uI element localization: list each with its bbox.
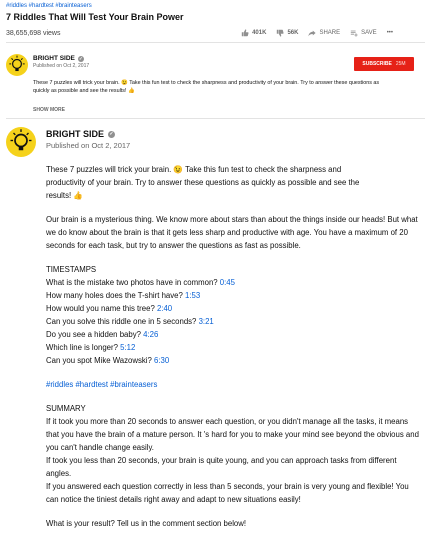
thumbs-up-icon bbox=[241, 29, 249, 37]
video-title: 7 Riddles That Will Test Your Brain Power bbox=[6, 12, 184, 22]
dislike-count: 56K bbox=[287, 30, 299, 36]
collapsed-description bbox=[33, 79, 388, 95]
section-divider bbox=[6, 118, 425, 119]
channel-avatar-large[interactable] bbox=[6, 127, 36, 157]
timestamp-item: Do you see a hidden baby? 4:26 bbox=[46, 330, 159, 339]
add-playlist-icon bbox=[350, 29, 358, 37]
subscribe-button[interactable] bbox=[354, 57, 414, 71]
channel-name-text: BRIGHT SIDE bbox=[46, 129, 105, 139]
timestamps-header: TIMESTAMPS bbox=[46, 265, 97, 274]
subscribe-label: SUBSCRIBE bbox=[362, 61, 392, 67]
thumbs-down-icon bbox=[276, 29, 284, 37]
description-hashtags[interactable]: #riddles #hardtest #brainteasers bbox=[46, 380, 158, 389]
timestamp-link[interactable]: 6:30 bbox=[154, 356, 170, 365]
summary-line: If took you less than 20 seconds, your brain is quite young, and you can approach tasks from different angles. bbox=[46, 456, 397, 478]
closing-line: What is your result? Tell us in the comment section below! bbox=[46, 519, 247, 528]
timestamp-link[interactable]: 4:26 bbox=[143, 330, 159, 339]
verified-check-icon: ✓ bbox=[109, 131, 114, 137]
more-icon: ••• bbox=[386, 30, 393, 36]
intro-line: These 7 puzzles will trick your brain. 😉 Take this fun test to check the sharpness and bbox=[46, 165, 342, 174]
intro-line: productivity of your brain. Try to answer these questions as quickly as possible and see the bbox=[46, 178, 360, 187]
video-actions bbox=[241, 29, 393, 37]
lightbulb-icon bbox=[6, 54, 28, 76]
timestamp-link[interactable]: 0:45 bbox=[219, 278, 235, 287]
publish-date-small: Published on Oct 2, 2017 bbox=[33, 63, 90, 69]
collapsed-desc-line: results! 👍 bbox=[109, 88, 135, 94]
share-label: SHARE bbox=[319, 30, 341, 36]
timestamp-item: What is the mistake two photos have in common? 0:45 bbox=[46, 278, 235, 287]
share-button[interactable] bbox=[308, 29, 340, 37]
like-button[interactable] bbox=[241, 29, 266, 37]
like-count: 401K bbox=[252, 30, 267, 36]
video-hashtags[interactable]: #riddles #hardtest #brainteasers bbox=[6, 3, 92, 9]
show-more-button[interactable]: SHOW MORE bbox=[33, 107, 65, 113]
timestamp-link[interactable]: 1:53 bbox=[184, 291, 201, 300]
more-actions-button[interactable] bbox=[387, 30, 393, 36]
publish-date-large: Published on Oct 2, 2017 bbox=[46, 141, 131, 150]
timestamps-section bbox=[46, 263, 422, 367]
intro-line: results! 👍 bbox=[46, 191, 84, 200]
save-label: SAVE bbox=[361, 30, 377, 36]
description-paragraph: Our brain is a mysterious thing. We know more about stars than about the things inside our heads! But what we do know about the brain is that it gets less sharp and productive with age. You have a maximum of 20 seconds for each task, but try to answer the questions as fast as possible. bbox=[46, 215, 418, 250]
channel-avatar-small[interactable] bbox=[6, 54, 28, 76]
timestamp-link[interactable]: 3:21 bbox=[198, 317, 214, 326]
collapsed-desc-line: productivity of your brain. Try to answer these questions as quickly as possible and see the bbox=[33, 80, 380, 94]
timestamp-link[interactable]: 5:12 bbox=[120, 343, 136, 352]
timestamp-link[interactable]: 2:40 bbox=[156, 304, 173, 313]
save-button[interactable] bbox=[350, 29, 377, 37]
timestamp-item: Can you spot Mike Wazowski? 6:30 bbox=[46, 356, 170, 365]
collapsed-desc-line: These 7 puzzles will trick your brain. 😉 Take this fun test to check the sharpness and bbox=[33, 80, 238, 86]
view-count: 38,655,698 views bbox=[6, 30, 61, 37]
header-divider bbox=[6, 42, 425, 43]
channel-name-large[interactable] bbox=[46, 129, 115, 139]
share-arrow-icon bbox=[308, 29, 316, 37]
verified-check-icon: ✓ bbox=[79, 55, 83, 61]
dislike-button[interactable] bbox=[276, 29, 298, 37]
lightbulb-icon bbox=[6, 127, 36, 157]
description-intro bbox=[46, 163, 422, 202]
subscriber-count: 25M bbox=[395, 61, 406, 67]
summary-line: If it took you more than 20 seconds to answer each question, or you didn't manage all the tasks, it means that you have the brain of a mature person. It 's hard for you to make your mind see beyond the obvious and you can't handle change easily. bbox=[46, 417, 419, 452]
timestamp-item: How would you name this tree? 2:40 bbox=[46, 304, 173, 313]
timestamp-item: Can you solve this riddle one in 5 seconds? 3:21 bbox=[46, 317, 214, 326]
summary-header: SUMMARY bbox=[46, 404, 86, 413]
channel-name-text: BRIGHT SIDE bbox=[33, 55, 75, 62]
summary-line: If you answered each question correctly in less than 5 seconds, your brain is very young and flexible! You can notice the tiniest details right away and adapt to new situations easily! bbox=[46, 482, 409, 504]
timestamp-item: Which line is longer? 5:12 bbox=[46, 343, 136, 352]
full-description bbox=[46, 163, 422, 541]
summary-section bbox=[46, 402, 422, 506]
channel-name-small[interactable] bbox=[33, 55, 84, 62]
timestamp-item: How many holes does the T-shirt have? 1:53 bbox=[46, 291, 201, 300]
